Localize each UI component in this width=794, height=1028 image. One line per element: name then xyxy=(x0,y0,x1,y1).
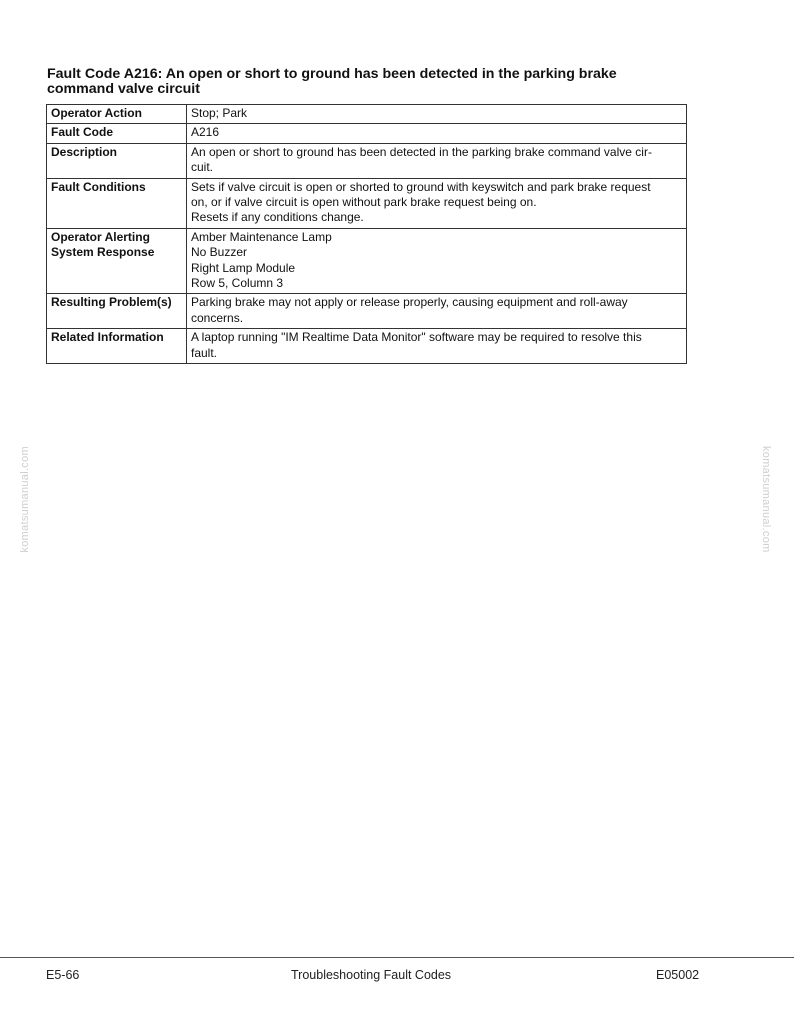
watermark-left: komatsumanual.com xyxy=(19,446,31,553)
label-line: Fault Conditions xyxy=(51,179,146,194)
label-line: Description xyxy=(51,144,118,159)
fault-code-table xyxy=(46,104,687,364)
row-value xyxy=(187,143,687,178)
value-line: A laptop running "IM Realtime Data Monitor" software may be required to resolve this xyxy=(191,330,642,345)
table-row-operator-action xyxy=(47,105,687,124)
value-line: Parking brake may not apply or release properly, causing equipment and roll-away xyxy=(191,295,628,310)
table-row-related-information xyxy=(47,329,687,364)
row-value xyxy=(187,178,687,228)
row-value xyxy=(187,228,687,294)
row-label xyxy=(47,294,187,329)
row-label xyxy=(47,178,187,228)
footer-page-number: E5-66 xyxy=(46,968,80,982)
label-line: Related Information xyxy=(51,330,164,345)
table-row-fault-code xyxy=(47,124,687,143)
value-line: on, or if valve circuit is open without park brake request being on. xyxy=(191,195,537,210)
value-line: Amber Maintenance Lamp xyxy=(191,229,332,244)
row-value xyxy=(187,294,687,329)
label-line: Fault Code xyxy=(51,125,113,140)
value-line: An open or short to ground has been detected in the parking brake command valve cir- xyxy=(191,144,652,159)
table-row-description xyxy=(47,143,687,178)
row-label xyxy=(47,124,187,143)
label-line: Operator Alerting xyxy=(51,229,150,244)
row-label xyxy=(47,228,187,294)
value-line: Sets if valve circuit is open or shorted to ground with keyswitch and park brake request xyxy=(191,179,651,194)
label-line: Resulting Problem(s) xyxy=(51,295,172,310)
value-line: fault. xyxy=(191,345,218,360)
footer-document-id: E05002 xyxy=(656,968,700,982)
footer-divider xyxy=(0,957,794,958)
footer-section-title: Troubleshooting Fault Codes xyxy=(291,968,452,982)
row-label xyxy=(47,329,187,364)
value-line: Row 5, Column 3 xyxy=(191,276,284,291)
value-line: No Buzzer xyxy=(191,245,248,260)
row-label xyxy=(47,105,187,124)
row-label xyxy=(47,143,187,178)
value-line: Stop; Park xyxy=(191,106,248,120)
value-line: cuit. xyxy=(191,160,214,175)
value-line: Right Lamp Module xyxy=(191,260,296,275)
table-row-operator-alerting xyxy=(47,228,687,294)
value-line: concerns. xyxy=(191,310,244,325)
watermark-right: komatsumanual.com xyxy=(760,446,772,553)
row-value xyxy=(187,105,687,124)
value-line: Resets if any conditions change. xyxy=(191,210,364,225)
row-value xyxy=(187,329,687,364)
value-line: A216 xyxy=(191,125,220,140)
page-heading xyxy=(47,67,687,96)
row-value xyxy=(187,124,687,143)
table-row-fault-conditions xyxy=(47,178,687,228)
heading-line-2: command valve circuit xyxy=(47,80,200,97)
table-row-resulting-problems xyxy=(47,294,687,329)
heading-line-1: Fault Code A216: An open or short to ground has been detected in the parking brake xyxy=(47,66,617,82)
label-line: Operator Action xyxy=(51,106,142,120)
label-line: System Response xyxy=(51,245,155,260)
